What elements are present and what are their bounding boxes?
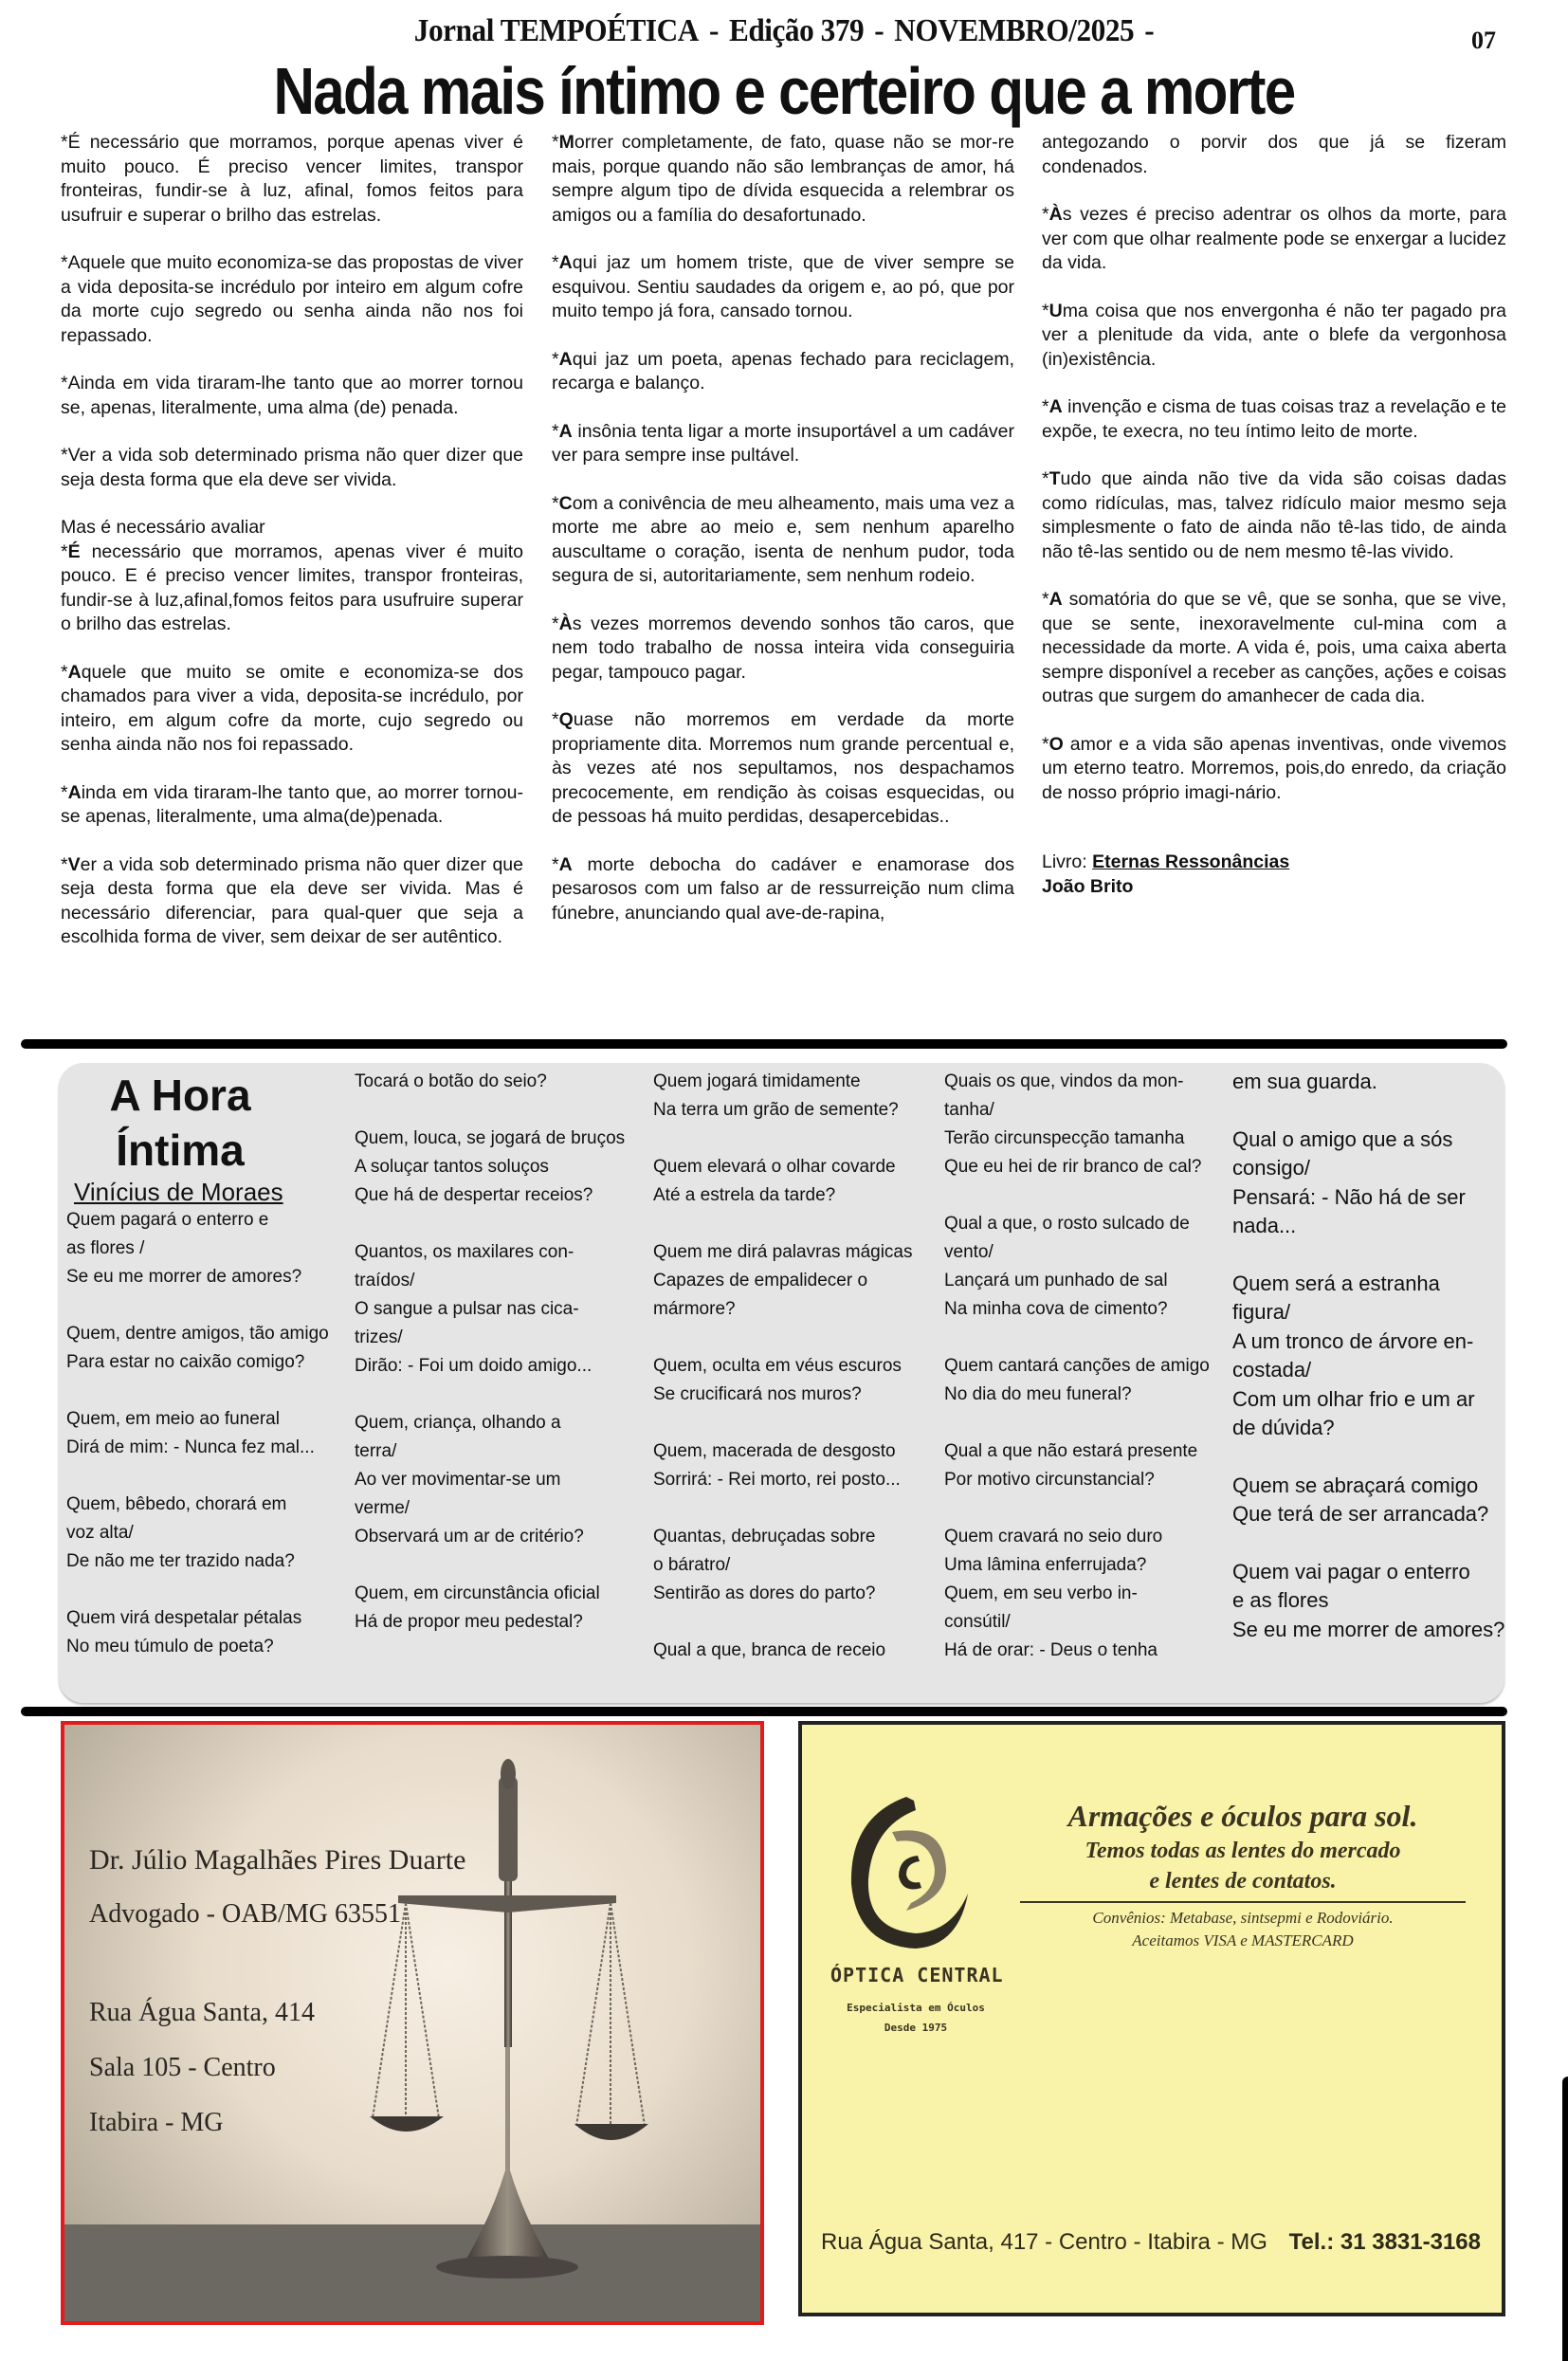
paragraph: antegozando o porvir dos que já se fizeram condenados. [1042,132,1506,177]
lawyer-title: Advogado - OAB/MG 63551 [89,1899,401,1929]
paragraph-lead: A [558,420,573,442]
article-column-3 [1042,131,1506,899]
paragraph: *Ver a vida sob determinado prisma não quer dizer que seja desta forma que ela deve ser vivida. [61,445,523,490]
paragraph [61,853,523,950]
poem-line: Que terá de ser arrancada? [1232,1502,1489,1526]
poem-stanza [653,1238,938,1324]
optica-divider [1020,1901,1466,1903]
paragraph [552,251,1014,324]
paragraph-lead: A [67,661,82,683]
paragraph-star: * [1042,204,1049,225]
credit-label: Livro: [1042,851,1093,872]
optica-address: Rua Água Santa, 417 - Centro - Itabira - MG [821,2229,1267,2255]
poem-column-3 [653,1068,938,1693]
poem-line: consigo/ [1232,1156,1310,1180]
paragraph [1042,300,1506,373]
paragraph-text: orrer completamente, de fato, quase não se mor-re mais, porque quando não são lembranças de amor, há sempre algum tipo de dívida esquecida a relembrar os amigos ou a família do desafortunado. [552,132,1014,226]
poem-line: Quem jogará timidamente [653,1071,861,1091]
page-edge-bar [1562,2077,1568,2361]
poem-stanza [66,1320,351,1377]
optica-since: Desde 1975 [884,2022,948,2034]
poem-column-5 [1232,1068,1507,1673]
poem-title-line: Íntima [116,1126,245,1175]
poem-stanza [355,1068,639,1096]
poem-line: Por motivo circunstancial? [944,1470,1155,1490]
poem-line: Na minha cova de cimento? [944,1299,1168,1319]
poem-line: terra/ [355,1441,397,1461]
poem-line: Observará um ar de critério? [355,1527,584,1547]
poem-stanza [66,1491,351,1576]
poem-line: Capazes de empalidecer o [653,1271,868,1290]
poem-line: O sangue a pulsar nas cica- [355,1299,579,1319]
paragraph-text: insônia tenta ligar a morte insuportável a um cadáver ver para sempre inse pultável. [552,420,1014,466]
poem-stanza [355,1125,639,1210]
article-headline: Nada mais íntimo e certeiro que a morte [273,54,1295,128]
poem-stanzas [944,1068,1229,1665]
paragraph-star: * [552,492,559,514]
poem-line: Terão circunspecção tamanha [944,1128,1185,1148]
paragraph-text: udo que ainda não tive da vida são coisas dadas como ridículas, mas, talvez ridículo maior mesmo seja simplesmente o fato de ainda não tê-las tido, de ainda não tê-las sentido ou de nem mesmo tê-las vivido. [1042,468,1506,562]
section-divider [21,1707,1507,1716]
poem-line: No dia do meu funeral? [944,1384,1132,1404]
poem-line: Qual o amigo que a sós [1232,1126,1453,1151]
poem-stanza [355,1409,639,1551]
paragraph-text: uase não morremos em verdade da morte propriamente dita. Morremos num grande percentual e, às vezes até nos sepultamos, nos despachamos precocemente, em rendição às coisas esquecidas, ou de pessoas há muito perdidas, desapercebidas.. [552,709,1014,827]
paragraph-star: * [552,613,559,634]
poem-line: Uma lâmina enferrujada? [944,1555,1147,1575]
paragraph-text: ma coisa que nos envergonha é não ter pagado pra ver a plenitude da vida, ante o blefe da vergonhosa (in)existência. [1042,300,1506,370]
edition: Edição 379 [728,13,865,48]
poem-line: Qual a que não estará presente [944,1441,1198,1461]
poem-line: Quem, macerada de desgosto [653,1441,896,1461]
paragraph-star: * [552,252,559,273]
optica-phone: Tel.: 31 3831-3168 [1288,2229,1481,2255]
journal-name: Jornal TEMPOÉTICA [413,13,699,48]
paragraph-text: om a conivência de meu alheamento, mais uma vez a morte me abre ao meio e, sem nenhum aparelho auscultame o coração, isenta de nenhum pudor, toda segura de si, autoritariamente, sem nenhum rodeio. [552,492,1014,586]
paragraph [1042,203,1506,276]
poem-line: Quantos, os maxilares con- [355,1242,574,1262]
paragraph-lead: V [67,853,81,875]
paragraph-lead: M [558,132,574,153]
paragraph-star: * [1042,733,1049,755]
paragraph-lead: A [67,781,82,803]
optica-lenses: Temos todas as lentes do mercado [1085,1839,1401,1863]
paragraph-star: * [552,420,559,442]
poem-stanza [355,1580,639,1637]
poem-line: A soluçar tantos soluços [355,1157,549,1177]
poem-line: Qual a que, branca de receio [653,1640,886,1660]
poem-line: Quem elevará o olhar covarde [653,1157,896,1177]
issue-month: NOVEMBRO/2025 [894,13,1135,48]
masthead-separator: - [708,13,719,48]
poem-line: Quais os que, vindos da mon- [944,1071,1184,1091]
paragraph-star: * [552,132,559,153]
paragraph-text: amor e a vida são apenas inventivas, onde vivemos um eterno teatro. Morremos, pois,do enredo, da criação de nosso próprio imagi-nário. [1042,733,1506,803]
paragraph [552,492,1014,589]
poem-line: Quem, oculta em véus escuros [653,1356,902,1376]
book-title: Eternas Ressonâncias [1092,851,1290,872]
paragraph-text: qui jaz um poeta, apenas fechado para reciclagem, recarga e balanço. [552,348,1014,394]
poem-line: Quem será a estranha [1232,1271,1440,1295]
optica-convenios: Convênios: Metabase, sintsepmi e Rodoviário. [1092,1909,1394,1927]
poem-line: Dirá de mim: - Nunca fez mal... [66,1437,315,1457]
paragraph-lead: A [558,348,573,370]
poem-line: Tocará o botão do seio? [355,1071,547,1091]
paragraph-lead: A [1048,589,1063,610]
paragraph-text: er a vida sob determinado prisma não quer dizer que seja desta forma que ela deve ser vivida. Mas é necessário diferenciar, para qual-quer que seja a escolhida forma de viver, sem deixar de ser autêntico. [61,853,523,947]
poem-stanza [944,1210,1229,1324]
paragraph-text: qui jaz um homem triste, que de viver sempre se esquivou. Sentiu saudades da origem e, ao pó, que por muito tempo já fora, cansado tornou. [552,252,1014,321]
poem-line: consútil/ [944,1612,1011,1632]
paragraph-text: quele que muito se omite e economiza-se dos chamados para viver a vida, deposita-se incrédulo, por inteiro, em algum cofre da morte, cujo segredo ou senha ainda não nos foi repassado. [61,661,523,755]
poem-line: Sorrirá: - Rei morto, rei posto... [653,1470,901,1490]
lawyer-address: Rua Água Santa, 414 [89,1998,315,2027]
poem-line: Se eu me morrer de amores? [1232,1617,1505,1641]
optica-logo-icon [840,1789,992,1960]
paragraph-text: s vezes é preciso adentrar os olhos da morte, para ver com que olhar realmente pode se enxergar a lucidez da vida. [1042,204,1506,273]
poem-line: Quantas, debruçadas sobre [653,1527,876,1547]
poem-line: traídos/ [355,1271,415,1290]
poem-stanza [66,1604,351,1661]
article-author: João Brito [1042,875,1134,897]
paragraph: *Ainda em vida tiraram-lhe tanto que ao morrer tornou se, apenas, literalmente, uma alma (de) penada. [61,373,523,418]
poem-stanzas [1232,1068,1507,1644]
paragraph-star: * [1042,589,1049,610]
poem-line: de dúvida? [1232,1416,1335,1439]
poem-line: Há de propor meu pedestal? [355,1612,583,1632]
paragraph-text: inda em vida tiraram-lhe tanto que, ao morrer tornou-se apenas, literalmente, uma alma(de)penada. [61,781,523,827]
poem-stanzas [66,1206,351,1661]
paragraph-text: invenção e cisma de tuas coisas traz a revelação e te expõe, te execra, no teu íntimo leito de morte. [1042,396,1506,442]
paragraph-text: somatória do que se vê, que se sonha, que se vive, que se sente, inexoravelmente cul-mina com a necessidade da morte. A vida é, pois, uma caixa aberta sempre disponível a receber as canções, ações e coisas outras que surgem do amanhecer de cada dia. [1042,589,1506,706]
paragraph-lead: A [558,252,573,273]
poem-stanza [653,1068,938,1125]
paragraph-star: * [1042,396,1049,417]
poem-stanza [944,1352,1229,1409]
paragraph-star: * [552,853,559,875]
paragraph-lead: À [558,613,573,634]
poem-line: verme/ [355,1498,410,1518]
poem-line: A um tronco de árvore en- [1232,1328,1474,1353]
poem-line: Qual a que, o rosto sulcado de [944,1214,1190,1234]
poem-stanza [1232,1068,1507,1097]
poem-stanza [944,1523,1229,1665]
paragraph: *É necessário que morramos, porque apenas viver é muito pouco. É preciso vencer limites, transpor fronteiras, fundir-se à luz, afinal, fomos feitos para usufruir e superar o brilho das estrelas. [61,132,523,226]
paragraph [1042,733,1506,806]
section-divider [21,1039,1507,1049]
paragraph-text: morte debocha do cadáver e enamorase dos pesarosos com um falso ar de ressurreição num clima fúnebre, anunciando qual ave-de-rapina, [552,853,1014,924]
poem-line: Até a estrela da tarde? [653,1185,836,1205]
lawyer-ad [61,1721,764,2325]
poem-author: Vinícius de Moraes [74,1178,283,1206]
poem-line: o báratro/ [653,1555,731,1575]
poem-line: trizes/ [355,1327,403,1347]
article-column-1 [61,131,523,974]
poem-line: figura/ [1232,1300,1291,1324]
poem-line: De não me ter trazido nada? [66,1551,295,1571]
paragraph-lead: À [1048,204,1063,225]
page-number: 07 [1471,27,1496,54]
poem-line: Quem cravará no seio duro [944,1527,1163,1547]
poem-line: Quem, em circunstância oficial [355,1583,600,1603]
poem-line: voz alta/ [66,1523,134,1543]
paragraph-star: * [61,853,68,875]
paragraph-lead: C [558,492,573,514]
optica-ad [798,1721,1505,2316]
poem-line: Quem cantará canções de amigo [944,1356,1210,1376]
poem-line: Quem, bêbedo, chorará em [66,1494,287,1514]
poem-line: Quem vai pagar o enterro [1232,1559,1470,1583]
poem-line: Se crucificará nos muros? [653,1384,862,1404]
poem-column-2 [355,1068,639,1665]
poem-stanza [653,1153,938,1210]
paragraph [1042,467,1506,564]
lawyer-city: Itabira - MG [89,2108,224,2137]
poem-line: Quem, louca, se jogará de bruços [355,1128,626,1148]
poem-stanza [653,1352,938,1409]
article-column-2 [552,131,1014,949]
paragraph [552,853,1014,926]
poem-stanza [1232,1558,1507,1645]
poem-stanza [66,1405,351,1462]
paragraph-lead: T [1048,468,1061,489]
poem-stanza [1232,1126,1507,1241]
poem-line: Para estar no caixão comigo? [66,1352,305,1372]
poem-line: tanha/ [944,1100,994,1120]
masthead-separator: - [874,13,884,48]
poem-line: em sua guarda. [1232,1070,1377,1093]
poem-title-line: A Hora [109,1071,251,1120]
poem-line: e as flores [1232,1588,1329,1612]
poem-stanza [1232,1472,1507,1529]
poem-stanza [653,1437,938,1494]
poem-line: Pensará: - Não há de ser [1232,1184,1466,1209]
paragraph-star: * [552,709,559,730]
paragraph-lead: U [1048,300,1063,321]
paragraph-star: * [552,348,559,370]
poem-line: mármore? [653,1299,736,1319]
optica-tagline: Especialista em Óculos [847,2002,985,2014]
paragraph-lead: A [1048,396,1063,417]
poem-stanzas [355,1068,639,1637]
paragraph [552,708,1014,830]
poem-line: vento/ [944,1242,994,1262]
poem-stanza [1232,1270,1507,1443]
lawyer-office: Sala 105 - Centro [89,2053,276,2082]
poem-line: No meu túmulo de poeta? [66,1637,274,1656]
paragraph-star: * [61,661,68,683]
masthead [63,13,1505,49]
poem-stanza [944,1068,1229,1181]
poem-stanza [944,1437,1229,1494]
paragraph-lead: É [67,540,81,562]
poem-stanza [66,1206,351,1291]
paragraph-lead: O [1048,733,1064,755]
paragraph [61,540,523,637]
paragraph [552,420,1014,468]
poem-stanza [355,1238,639,1381]
paragraph [1042,588,1506,709]
paragraph-star: * [1042,300,1049,321]
poem-line: Se eu me morrer de amores? [66,1267,302,1287]
poem-column-4 [944,1068,1229,1693]
poem-stanza [653,1637,938,1665]
optica-cards: Aceitamos VISA e MASTERCARD [1132,1931,1354,1949]
poem-line: Quem se abraçará comigo [1232,1473,1479,1497]
poem-line: Lançará um punhado de sal [944,1271,1168,1290]
poem-line: Quem, criança, olhando a [355,1413,561,1433]
optica-headline: Armações e óculos para sol. [1067,1799,1418,1833]
optica-brand: ÓPTICA CENTRAL [830,1964,1004,1986]
poem-line: Quem, em seu verbo in- [944,1583,1138,1603]
paragraph [552,131,1014,228]
paragraph-star: * [61,781,68,803]
optica-contacts: e lentes de contatos. [1149,1869,1337,1894]
paragraph-lead: Q [558,709,574,730]
paragraph-star: * [61,540,68,562]
poem-line: Quem pagará o enterro e [66,1210,269,1230]
paragraph: *Aquele que muito economiza-se das propostas de viver a vida deposita-se incrédulo por inteiro em algum cofre da morte cujo segredo ou senha ainda não nos foi repassado. [61,252,523,346]
poem-line: Com um olhar frio e um ar [1232,1386,1475,1411]
masthead-separator: - [1144,13,1155,48]
poem-line: Há de orar: - Deus o tenha [944,1640,1158,1660]
paragraph [552,348,1014,396]
lawyer-name: Dr. Júlio Magalhães Pires Duarte [89,1844,466,1876]
paragraph-lead: A [558,853,573,875]
section-intro: Mas é necessário avaliar [61,517,265,538]
poem-line: Sentirão as dores do parto? [653,1583,876,1603]
poem-column-1 [66,1068,351,1690]
poem-line: Na terra um grão de semente? [653,1100,899,1120]
paragraph-text: necessário que morramos, apenas viver é muito pouco. E é preciso vencer limites, transpor fronteiras, fundir-se à luz,afinal,fomos feitos para usufruire superar o brilho das estrelas. [61,540,523,634]
poem-line: Quem, dentre amigos, tão amigo [66,1324,329,1344]
paragraph [61,661,523,758]
paragraph [61,781,523,830]
poem-line: Quem virá despetalar pétalas [66,1608,302,1628]
poem-stanzas [653,1068,938,1665]
paragraph [1042,395,1506,444]
poem-line: Quem me dirá palavras mágicas [653,1242,913,1262]
poem-line: Ao ver movimentar-se um [355,1470,561,1490]
poem-line: costada/ [1232,1358,1312,1382]
poem-line: Que há de despertar receios? [355,1185,593,1205]
poem-title [66,1068,294,1178]
article-credit [1042,851,1506,899]
poem-line: as flores / [66,1238,145,1258]
paragraph-star: * [1042,468,1049,489]
poem-line: Quem, em meio ao funeral [66,1409,280,1429]
poem-stanza [653,1523,938,1608]
poem-line: nada... [1232,1214,1297,1237]
poem-line: Dirão: - Foi um doido amigo... [355,1356,593,1376]
paragraph-text: s vezes morremos devendo sonhos tão caros, que nem todo trabalho de nossa inteira vida conseguiria pegar, tampouco pagar. [552,613,1014,683]
paragraph [552,613,1014,686]
poem-line: Que eu hei de rir branco de cal? [944,1157,1202,1177]
